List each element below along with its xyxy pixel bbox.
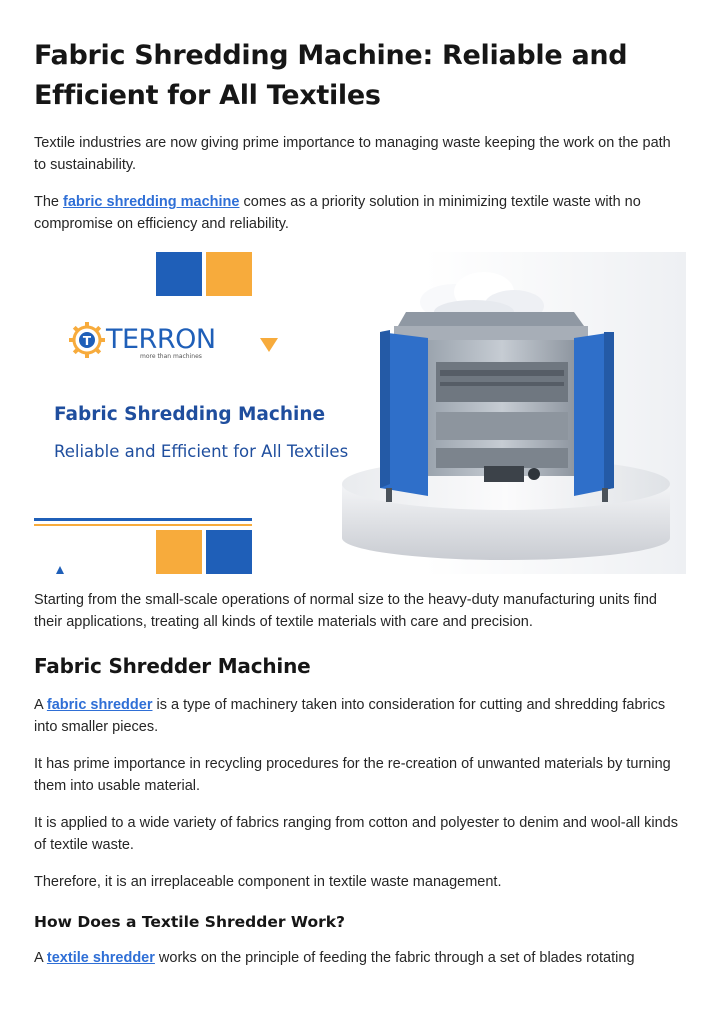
- text-segment: works on the principle of feeding the fabric through a set of blades rotating: [154, 950, 635, 966]
- hero-heading: Fabric Shredding Machine: [54, 404, 326, 425]
- gear-logo-icon: [69, 322, 105, 358]
- svg-text:T: T: [82, 334, 92, 348]
- textile-shredder-link[interactable]: textile shredder: [46, 950, 155, 966]
- title-line-2: Efficient for All Textiles: [34, 80, 381, 111]
- blue-square-top: [156, 252, 202, 296]
- brand-logo-text: TERRON: [106, 324, 216, 355]
- text-segment: is a type of machinery taken into consideration for cutting and shredding fabrics into smaller pieces.: [34, 697, 666, 735]
- article-title: [34, 36, 686, 116]
- text-segment: A: [34, 697, 47, 713]
- title-line-1: Fabric Shredding Machine: Reliable and: [34, 40, 628, 71]
- brand-tagline: more than machines: [140, 353, 202, 360]
- article: [34, 36, 686, 969]
- hero-banner-image: [34, 252, 686, 574]
- paragraph-fabric-shredding-machine: [34, 191, 686, 235]
- paragraph-fabric-shredder: [34, 694, 686, 738]
- text-segment: A: [34, 950, 47, 966]
- hero-subheading: Reliable and Efficient for All Textiles: [54, 442, 349, 461]
- subsection-heading-how-it-works: How Does a Textile Shredder Work?: [34, 913, 346, 931]
- section-heading-fabric-shredder: Fabric Shredder Machine: [34, 654, 311, 678]
- blue-square-bottom: [206, 530, 252, 574]
- paragraph-applications: Starting from the small-scale operations of normal size to the heavy-duty manufacturing units find their applications, treating all kinds of textile materials with care and precision.: [34, 592, 657, 630]
- orange-square-bottom: [156, 530, 202, 574]
- fabric-shredding-machine-link[interactable]: fabric shredding machine: [63, 194, 240, 210]
- paragraph-recycling: It has prime importance in recycling procedures for the re-creation of unwanted materials by turning them into usable material.: [34, 756, 671, 794]
- paragraph-textile-shredder: [34, 947, 686, 969]
- paragraph-fabric-variety: It is applied to a wide variety of fabrics ranging from cotton and polyester to denim and wool-all kinds of textile waste.: [34, 815, 678, 853]
- fabric-shredder-link[interactable]: fabric shredder: [46, 697, 153, 713]
- text-segment: comes as a priority solution in minimizing textile waste with no compromise on efficiency and reliability.: [34, 194, 641, 232]
- intro-paragraph: Textile industries are now giving prime importance to managing waste keeping the work on the path to sustainability.: [34, 135, 671, 173]
- paragraph-waste-management: Therefore, it is an irreplaceable component in textile waste management.: [34, 874, 502, 890]
- orange-square-top: [206, 252, 252, 296]
- text-segment: The: [34, 194, 64, 210]
